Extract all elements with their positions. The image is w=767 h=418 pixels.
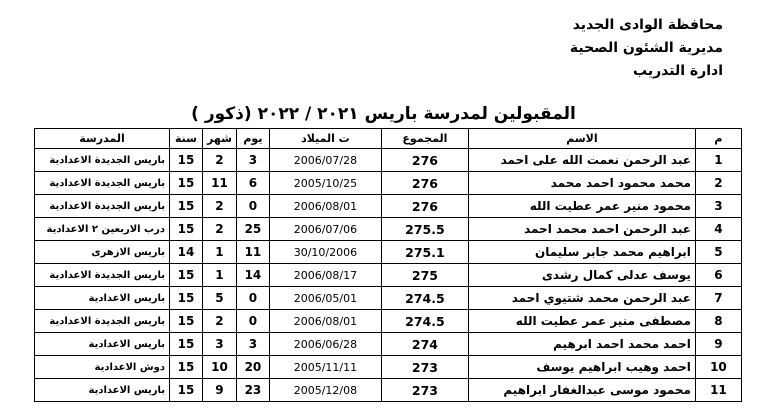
cell-month: 9 [203, 379, 237, 402]
cell-month: 2 [203, 218, 237, 241]
cell-school: باريس الجديدة الاعدادية [35, 264, 170, 287]
cell-year: 15 [170, 287, 203, 310]
cell-month: 1 [203, 241, 237, 264]
cell-total: 273 [381, 379, 468, 402]
cell-birth-date: 2005/12/08 [269, 379, 381, 402]
cell-month: 2 [203, 310, 237, 333]
column-header-day: يوم [236, 129, 269, 149]
cell-year: 15 [170, 310, 203, 333]
cell-school: دوش الاعدادية [35, 356, 170, 379]
cell-name: عبد الرحمن احمد محمد احمد [468, 218, 695, 241]
table-row [35, 241, 742, 264]
column-header-birth-date: ت الميلاد [269, 129, 381, 149]
cell-birth-date: 2006/07/28 [269, 149, 381, 172]
cell-num: 8 [695, 310, 741, 333]
admissions-table [34, 128, 742, 402]
table-row [35, 195, 742, 218]
cell-name: محمود موسى عبدالغفار ابراهيم [468, 379, 695, 402]
cell-birth-date: 2005/10/25 [269, 172, 381, 195]
cell-name: محمود منير عمر عطيت الله [468, 195, 695, 218]
header-department: ادارة التدريب [633, 63, 723, 79]
cell-month: 2 [203, 149, 237, 172]
cell-school: درب الاربعين ٢ الاعدادية [35, 218, 170, 241]
cell-num: 11 [695, 379, 741, 402]
cell-year: 15 [170, 172, 203, 195]
table-row [35, 264, 742, 287]
cell-birth-date: 2006/08/01 [269, 195, 381, 218]
header [570, 14, 723, 83]
cell-name: مصطفى منير عمر عطيت الله [468, 310, 695, 333]
column-header-total: المجموع [381, 129, 468, 149]
cell-day: 25 [236, 218, 269, 241]
table-row [35, 172, 742, 195]
cell-year: 15 [170, 218, 203, 241]
cell-day: 20 [236, 356, 269, 379]
table-row [35, 356, 742, 379]
cell-total: 275 [381, 264, 468, 287]
header-directorate: مديرية الشئون الصحية [569, 40, 723, 56]
cell-name: عبد الرحمن محمد شتيوي احمد [468, 287, 695, 310]
table-row [35, 218, 742, 241]
cell-day: 3 [236, 149, 269, 172]
cell-school: باريس الاعدادية [35, 333, 170, 356]
table-header-row [35, 129, 742, 149]
cell-school: باريس الجديدة الاعدادية [35, 310, 170, 333]
cell-school: باريس الجديدة الاعدادية [35, 149, 170, 172]
cell-year: 15 [170, 149, 203, 172]
cell-birth-date: 2006/07/06 [269, 218, 381, 241]
cell-birth-date: 30/10/2006 [269, 241, 381, 264]
cell-name: عبد الرحمن نعمت الله على احمد [468, 149, 695, 172]
cell-total: 275.5 [381, 218, 468, 241]
cell-birth-date: 2006/08/17 [269, 264, 381, 287]
table-row [35, 379, 742, 402]
cell-num: 1 [695, 149, 741, 172]
cell-day: 11 [236, 241, 269, 264]
table-row [35, 149, 742, 172]
table-row [35, 333, 742, 356]
cell-num: 5 [695, 241, 741, 264]
cell-birth-date: 2006/06/28 [269, 333, 381, 356]
cell-total: 275.1 [381, 241, 468, 264]
cell-num: 9 [695, 333, 741, 356]
cell-day: 0 [236, 287, 269, 310]
cell-total: 276 [381, 149, 468, 172]
cell-day: 0 [236, 195, 269, 218]
cell-month: 3 [203, 333, 237, 356]
cell-year: 14 [170, 241, 203, 264]
cell-month: 1 [203, 264, 237, 287]
cell-num: 10 [695, 356, 741, 379]
cell-day: 3 [236, 333, 269, 356]
document-title: المقبولين لمدرسة باريس ٢٠٢١ / ٢٠٢٢ (ذكور ) [191, 104, 576, 124]
cell-total: 274.5 [381, 310, 468, 333]
cell-day: 6 [236, 172, 269, 195]
cell-school: باريس الجديدة الاعدادية [35, 195, 170, 218]
cell-year: 15 [170, 333, 203, 356]
cell-year: 15 [170, 264, 203, 287]
cell-name: يوسف عدلى كمال رشدى [468, 264, 695, 287]
cell-num: 3 [695, 195, 741, 218]
cell-name: ابراهيم محمد جابر سليمان [468, 241, 695, 264]
cell-birth-date: 2006/08/01 [269, 310, 381, 333]
cell-year: 15 [170, 356, 203, 379]
cell-total: 274 [381, 333, 468, 356]
cell-year: 15 [170, 379, 203, 402]
cell-name: احمد وهيب ابراهيم يوسف [468, 356, 695, 379]
cell-school: باريس الاعدادية [35, 287, 170, 310]
cell-total: 274.5 [381, 287, 468, 310]
cell-birth-date: 2005/11/11 [269, 356, 381, 379]
cell-month: 11 [203, 172, 237, 195]
cell-month: 2 [203, 195, 237, 218]
cell-total: 276 [381, 195, 468, 218]
cell-year: 15 [170, 195, 203, 218]
cell-total: 273 [381, 356, 468, 379]
cell-num: 2 [695, 172, 741, 195]
column-header-month: شهر [203, 129, 237, 149]
column-header-num: م [695, 129, 741, 149]
cell-month: 10 [203, 356, 237, 379]
cell-num: 7 [695, 287, 741, 310]
cell-school: باريس الاعدادية [35, 379, 170, 402]
cell-school: باريس الازهرى [35, 241, 170, 264]
table-row [35, 310, 742, 333]
header-governorate: محافظة الوادى الجديد [572, 17, 723, 33]
cell-num: 4 [695, 218, 741, 241]
cell-total: 276 [381, 172, 468, 195]
cell-birth-date: 2006/05/01 [269, 287, 381, 310]
column-header-school: المدرسة [35, 129, 170, 149]
cell-name: احمد محمد احمد ابرهيم [468, 333, 695, 356]
cell-name: محمد محمود احمد محمد [468, 172, 695, 195]
cell-month: 5 [203, 287, 237, 310]
cell-day: 23 [236, 379, 269, 402]
column-header-year: سنة [170, 129, 203, 149]
table-row [35, 287, 742, 310]
cell-school: باريس الجديدة الاعدادية [35, 172, 170, 195]
column-header-name: الاسم [468, 129, 695, 149]
cell-num: 6 [695, 264, 741, 287]
cell-day: 14 [236, 264, 269, 287]
cell-day: 0 [236, 310, 269, 333]
